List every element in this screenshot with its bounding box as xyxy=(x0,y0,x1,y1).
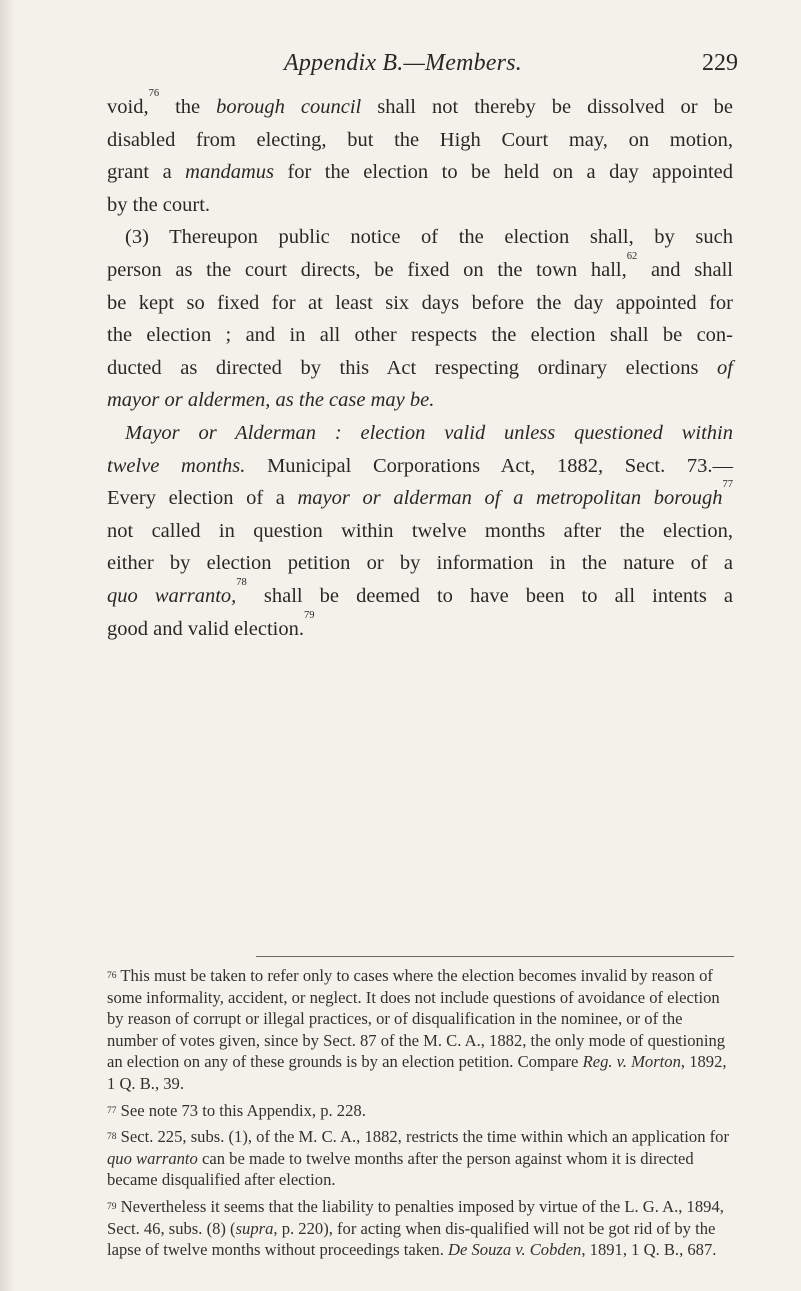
footnote-mark: 78 xyxy=(107,1132,117,1143)
body-line: be kept so fixed for at least six days before the day appointed for xyxy=(107,291,733,314)
footnote-mark: 77 xyxy=(107,1105,117,1116)
page-number: 229 xyxy=(702,50,738,76)
footnote-divider xyxy=(256,956,734,957)
footnote-ref[interactable]: 79 xyxy=(303,609,315,621)
body-line: (3) Thereupon public notice of the election shall, by such xyxy=(125,226,733,249)
footnote-76: $^{76}$ This must be taken to refer only to cases where the election becomes invalid by reason of some informality, accident, or neglect. It does not include questions of avoidance of election by reason of corrupt or illegal practices, or of disqualification in the nominee, or of the number of votes given, since by Sect. 87 of the M. C. A., 1882, the only mode of questioning an election on any of these grounds is by an election petition. Compare Reg. v. Morton, 1892, 1 Q. B., 39. xyxy=(107,966,727,1093)
body-line: person as the court directs, be fixed on the town hall,$^{62}$ and shall xyxy=(107,250,733,281)
body-line: disabled from electing, but the High Court may, on motion, xyxy=(107,128,733,151)
section-heading: Mayor or Alderman : election valid unless questioned within xyxy=(125,421,733,444)
footnote-78: $^{78}$ Sect. 225, subs. (1), of the M. C. A., 1882, restricts the time within which an application for quo warranto can be made to twelve months after the person against whom it is directed became disqualified after election. xyxy=(107,1127,729,1190)
body-line: ducted as directed by this Act respecting ordinary elections of xyxy=(107,356,733,379)
footnote-77: $^{77}$ See note 73 to this Appendix, p. 228. xyxy=(107,1100,366,1120)
running-title: Appendix B.—Members. xyxy=(284,50,522,76)
footnote-79: $^{79}$ Nevertheless it seems that the liability to penalties imposed by virtue of the L. G. A., 1894, Sect. 46, subs. (8) (supra, p. 220), for acting when dis-qualified will not be got rid of by the lapse of twelve months without proceedings taken. De Souza v. Cobden, 1891, 1 Q. B., 687. xyxy=(107,1196,724,1260)
body-line: the election ; and in all other respects the election shall be con- xyxy=(107,324,733,347)
body-line: by the court. xyxy=(107,193,211,216)
body-line: mayor or aldermen, as the case may be. xyxy=(107,389,435,412)
footnote-mark: 79 xyxy=(107,1201,117,1212)
footnotes xyxy=(107,965,733,1266)
footnote-ref[interactable]: 76 xyxy=(148,88,160,99)
footnote-ref[interactable]: 62 xyxy=(626,250,638,262)
body-line: twelve months. Municipal Corporations Act, 1882, Sect. 73.— xyxy=(107,454,733,477)
page-edge-shadow xyxy=(0,0,14,1291)
body-line: not called in question within twelve months after the election, xyxy=(107,519,733,542)
body-text xyxy=(107,88,733,645)
footnote-ref[interactable]: 78 xyxy=(236,576,247,588)
body-line: quo warranto,$^{78}$ shall be deemed to have been to all intents a xyxy=(107,576,733,607)
footnote-mark: 76 xyxy=(107,971,117,981)
body-line: good and valid election.$^{79}$ xyxy=(107,609,315,640)
body-line: void,$^{76}$ the borough council shall not thereby be dissolved or be xyxy=(107,88,733,118)
body-line: either by election petition or by information in the nature of a xyxy=(107,552,733,575)
page-header xyxy=(0,50,801,80)
body-line: grant a mandamus for the election to be held on a day appointed xyxy=(107,161,733,184)
body-line: Every election of a mayor or alderman of a metropolitan borough$^{77}$ xyxy=(107,479,733,510)
footnote-ref[interactable]: 77 xyxy=(722,479,733,491)
